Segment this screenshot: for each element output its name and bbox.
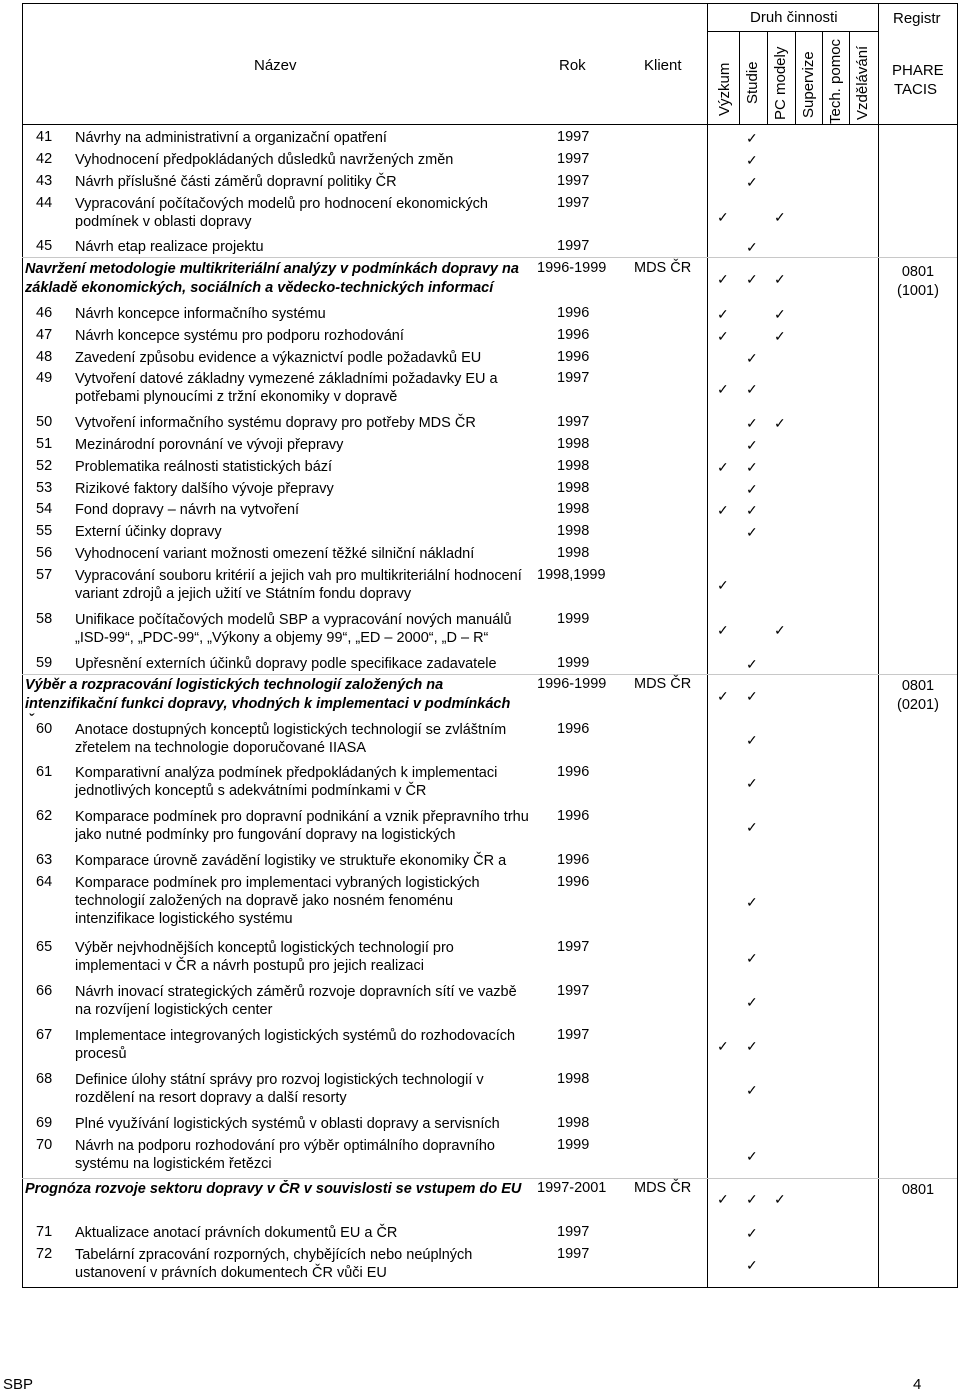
row-year: 1997 xyxy=(557,983,590,999)
row-year: 1997 xyxy=(557,129,590,145)
row-name: Tabelární zpracování rozporných, chybějících nebo neúplných ustanovení v právních dokumentech ČR vůči EU xyxy=(75,1247,473,1281)
check-mark: ✓ xyxy=(717,502,729,518)
row-year: 1997 xyxy=(557,195,590,211)
row-number: 52 xyxy=(36,458,53,474)
check-mark: ✓ xyxy=(746,459,758,475)
row-name: Externí účinky dopravy xyxy=(75,524,222,540)
row-number: 51 xyxy=(36,436,53,452)
header-vyzkum: Výzkum xyxy=(716,62,733,116)
header-registr: Registr xyxy=(893,10,941,27)
row-name: Návrh etap realizace projektu xyxy=(75,239,264,255)
check-mark: ✓ xyxy=(746,437,758,453)
row-name: Návrh koncepce systému pro podporu rozhodování xyxy=(75,328,404,344)
row-number: 60 xyxy=(36,721,53,737)
row-number: 61 xyxy=(36,764,53,780)
row-number: 64 xyxy=(36,874,53,890)
row-name: Upřesnění externích účinků dopravy podle specifikace zadavatele xyxy=(75,656,497,672)
check-mark: ✓ xyxy=(746,415,758,431)
row-number: 63 xyxy=(36,852,53,868)
check-mark: ✓ xyxy=(746,239,758,255)
row-name: Komparace podmínek pro implementaci vybraných logistických technologií založených na dopravě jako nosném fenoménu intenzifikace logistického systému xyxy=(75,875,480,927)
grid-registr-left xyxy=(878,3,879,1288)
check-mark: ✓ xyxy=(717,688,729,704)
row-year: 1998 xyxy=(557,1115,590,1131)
section-client: MDS ČR xyxy=(634,676,692,692)
check-mark: ✓ xyxy=(774,622,786,638)
header-phare: PHARE xyxy=(892,62,944,79)
row-number: 62 xyxy=(36,808,53,824)
row-number: 47 xyxy=(36,327,53,343)
check-mark: ✓ xyxy=(717,381,729,397)
check-mark: ✓ xyxy=(746,950,758,966)
row-name: Návrh na podporu rozhodování pro výběr optimálního dopravního systému na logistickém řetězci xyxy=(75,1138,495,1172)
section-year: 1997-2001 xyxy=(537,1180,607,1196)
header-studie: Studie xyxy=(744,61,761,104)
section-separator xyxy=(22,257,957,258)
check-mark: ✓ xyxy=(717,306,729,322)
check-mark: ✓ xyxy=(746,130,758,146)
check-mark: ✓ xyxy=(746,381,758,397)
check-mark: ✓ xyxy=(774,328,786,344)
footer-page-number: 4 xyxy=(913,1376,922,1393)
row-name: Definice úlohy státní správy pro rozvoj logistických technologií v rozdělení na resort dopravy a další resorty xyxy=(75,1072,484,1106)
grid-druh-divider xyxy=(707,31,878,32)
row-name: Zavedení způsobu evidence a výkaznictví podle požadavků EU xyxy=(75,350,482,366)
check-mark: ✓ xyxy=(746,350,758,366)
footer-company: SBP xyxy=(3,1376,34,1393)
row-number: 58 xyxy=(36,611,53,627)
registr-code: 0801 xyxy=(901,1182,935,1198)
row-year: 1996 xyxy=(557,852,590,868)
row-year: 1999 xyxy=(557,611,590,627)
check-mark: ✓ xyxy=(746,524,758,540)
row-number: 42 xyxy=(36,151,53,167)
row-name: Mezinárodní porovnání ve vývoji přepravy xyxy=(75,437,344,453)
row-year: 1999 xyxy=(557,1137,590,1153)
row-name: Fond dopravy – návrh na vytvoření xyxy=(75,502,300,518)
check-mark: ✓ xyxy=(774,271,786,287)
grid-col-sep-1 xyxy=(739,31,740,125)
row-number: 69 xyxy=(36,1115,53,1131)
row-year: 1998 xyxy=(557,436,590,452)
row-number: 55 xyxy=(36,523,53,539)
row-number: 57 xyxy=(36,567,53,583)
row-year: 1996 xyxy=(557,349,590,365)
section-title: Prognóza rozvoje sektoru dopravy v ČR v souvislosti se vstupem do EU xyxy=(25,1181,522,1197)
row-year: 1997 xyxy=(557,414,590,430)
check-mark: ✓ xyxy=(717,209,729,225)
header-klient: Klient xyxy=(644,57,682,74)
row-name: Návrh inovací strategických záměrů rozvoje dopravních sítí ve vazbě na rozvíjení logistických center xyxy=(75,984,517,1018)
check-mark: ✓ xyxy=(746,994,758,1010)
row-name: Problematika reálnosti statistických bází xyxy=(75,459,333,475)
check-mark: ✓ xyxy=(746,174,758,190)
row-year: 1997 xyxy=(557,173,590,189)
check-mark: ✓ xyxy=(746,1191,758,1207)
row-name: Aktualizace anotací právních dokumentů EU a ČR xyxy=(75,1225,398,1241)
row-year: 1998 xyxy=(557,458,590,474)
grid-bottom xyxy=(22,1287,958,1288)
registr-subcode: (0201) xyxy=(897,697,939,713)
row-name: Komparace podmínek pro dopravní podnikání a vznik přepravního trhu jako nutné podmínky pro fungování dopravy na logistických xyxy=(75,809,529,843)
row-name: Rizikové faktory dalšího vývoje přepravy xyxy=(75,481,334,497)
section-year: 1996-1999 xyxy=(537,676,607,692)
check-mark: ✓ xyxy=(746,1082,758,1098)
grid-col-sep-2 xyxy=(767,31,768,125)
row-number: 41 xyxy=(36,129,53,145)
header-rok: Rok xyxy=(559,57,586,74)
section-client: MDS ČR xyxy=(634,260,692,276)
check-mark: ✓ xyxy=(746,775,758,791)
check-mark: ✓ xyxy=(717,271,729,287)
grid-top xyxy=(22,3,958,4)
check-mark: ✓ xyxy=(717,577,729,593)
row-name: Návrh příslušné části záměrů dopravní politiky ČR xyxy=(75,174,397,190)
grid-col-sep-4 xyxy=(822,31,823,125)
row-name: Vytvoření datové základny vymezené základními požadavky EU a potřebami plynoucími z tržní ekonomiky v dopravě xyxy=(75,371,498,405)
row-name: Plné využívání logistických systémů v oblasti dopravy a servisních xyxy=(75,1116,500,1132)
row-number: 59 xyxy=(36,655,53,671)
check-mark: ✓ xyxy=(717,1191,729,1207)
registr-code: 0801 xyxy=(901,678,935,694)
registr-subcode: (1001) xyxy=(897,283,939,299)
row-name: Vypracování počítačových modelů pro hodnocení ekonomických podmínek v oblasti dopravy xyxy=(75,196,488,230)
section-title: Navržení metodologie multikriteriální analýzy v podmínkách dopravy na základě ekonomických, sociálních a vědecko-technických informací xyxy=(25,261,519,296)
check-mark: ✓ xyxy=(717,459,729,475)
check-mark: ✓ xyxy=(774,415,786,431)
check-mark: ✓ xyxy=(746,732,758,748)
section-year: 1996-1999 xyxy=(537,260,607,276)
row-name: Komparace úrovně zavádění logistiky ve struktuře ekonomiky ČR a xyxy=(75,853,507,869)
grid-left xyxy=(22,3,23,1288)
row-year: 1997 xyxy=(557,151,590,167)
row-name: Výběr nejvhodnějších konceptů logistických technologií pro implementaci v ČR a návrh postupů pro jejich realizaci xyxy=(75,940,454,974)
header-vzdelavani: Vzdělávání xyxy=(854,45,871,120)
header-nazev: Název xyxy=(254,57,297,74)
row-year: 1996 xyxy=(557,808,590,824)
check-mark: ✓ xyxy=(774,209,786,225)
section-client: MDS ČR xyxy=(634,1180,692,1196)
grid-col-sep-3 xyxy=(795,31,796,125)
row-name: Návrhy na administrativní a organizační opatření xyxy=(75,130,387,146)
check-mark: ✓ xyxy=(746,1257,758,1273)
check-mark: ✓ xyxy=(774,1191,786,1207)
row-number: 44 xyxy=(36,195,53,211)
row-year: 1999 xyxy=(557,655,590,671)
row-number: 43 xyxy=(36,173,53,189)
registr-code: 0801 xyxy=(901,264,935,280)
row-name: Implementace integrovaných logistických systémů do rozhodovacích procesů xyxy=(75,1028,516,1062)
row-year: 1996 xyxy=(557,327,590,343)
check-mark: ✓ xyxy=(746,688,758,704)
row-year: 1998 xyxy=(557,545,590,561)
header-tacis: TACIS xyxy=(894,81,938,98)
section-title: Výběr a rozpracování logistických technologií založených na intenzifikační funkci dopravy, vhodných k implementaci v podmínkách xyxy=(25,677,511,712)
check-mark: ✓ xyxy=(717,1038,729,1054)
check-mark: ✓ xyxy=(746,271,758,287)
check-mark: ✓ xyxy=(717,328,729,344)
row-number: 56 xyxy=(36,545,53,561)
row-number: 46 xyxy=(36,305,53,321)
check-mark: ✓ xyxy=(746,1038,758,1054)
header-pc-modely: PC modely xyxy=(772,46,789,120)
row-number: 72 xyxy=(36,1246,53,1262)
grid-right xyxy=(957,3,958,1288)
row-number: 71 xyxy=(36,1224,53,1240)
row-name: Vyhodnocení variant možnosti omezení těžké silniční nákladní xyxy=(75,546,475,562)
row-year: 1998 xyxy=(557,523,590,539)
row-name: Vypracování souboru kritérií a jejich vah pro multikriteriální hodnocení variant zdrojů a jejich užití ve Státním fondu dopravy xyxy=(75,568,522,602)
check-mark: ✓ xyxy=(746,481,758,497)
row-year: 1996 xyxy=(557,305,590,321)
row-name: Komparativní analýza podmínek předpokládaných k implementaci jednotlivých konceptů s adekvátními podmínkami v ČR xyxy=(75,765,498,799)
row-number: 68 xyxy=(36,1071,53,1087)
row-year: 1996 xyxy=(557,874,590,890)
row-number: 45 xyxy=(36,238,53,254)
grid-header-bottom xyxy=(22,124,958,125)
row-number: 49 xyxy=(36,370,53,386)
row-year: 1997 xyxy=(557,1246,590,1262)
header-supervize: Supervize xyxy=(800,51,817,118)
row-year: 1997 xyxy=(557,370,590,386)
row-number: 70 xyxy=(36,1137,53,1153)
row-year: 1997 xyxy=(557,1027,590,1043)
row-number: 48 xyxy=(36,349,53,365)
check-mark: ✓ xyxy=(746,1225,758,1241)
row-year: 1996 xyxy=(557,764,590,780)
header-tech-pomoc: Tech. pomoc xyxy=(827,38,844,124)
check-mark: ✓ xyxy=(746,152,758,168)
check-mark: ✓ xyxy=(746,656,758,672)
check-mark: ✓ xyxy=(746,894,758,910)
row-name: Návrh koncepce informačního systému xyxy=(75,306,326,322)
row-name: Anotace dostupných konceptů logistických technologií se zvláštním zřetelem na technologie doporučované IIASA xyxy=(75,722,507,756)
row-number: 50 xyxy=(36,414,53,430)
section-separator xyxy=(22,1178,957,1179)
row-name: Unifikace počítačových modelů SBP a vypracování nových manuálů „ISD-99“, „PDC-99“, „Výkony a objemy 99“, „ED – 2000“, „D – R“ xyxy=(75,612,512,646)
row-year: 1998,1999 xyxy=(537,567,606,583)
check-mark: ✓ xyxy=(717,622,729,638)
row-year: 1998 xyxy=(557,1071,590,1087)
grid-col-sep-5 xyxy=(849,31,850,125)
row-year: 1998 xyxy=(557,501,590,517)
check-mark: ✓ xyxy=(746,502,758,518)
row-year: 1997 xyxy=(557,238,590,254)
header-druh-cinnosti: Druh činnosti xyxy=(750,9,838,26)
row-year: 1997 xyxy=(557,1224,590,1240)
row-number: 65 xyxy=(36,939,53,955)
row-number: 66 xyxy=(36,983,53,999)
row-number: 53 xyxy=(36,480,53,496)
check-mark: ✓ xyxy=(774,306,786,322)
section-separator xyxy=(22,674,957,675)
row-year: 1998 xyxy=(557,480,590,496)
row-number: 67 xyxy=(36,1027,53,1043)
row-name: Vytvoření informačního systému dopravy pro potřeby MDS ČR xyxy=(75,415,476,431)
row-name: Vyhodnocení předpokládaných důsledků navržených změn xyxy=(75,152,454,168)
row-number: 54 xyxy=(36,501,53,517)
check-mark: ✓ xyxy=(746,819,758,835)
check-mark: ✓ xyxy=(746,1148,758,1164)
row-year: 1996 xyxy=(557,721,590,737)
row-year: 1997 xyxy=(557,939,590,955)
grid-druh-left xyxy=(707,3,708,1288)
